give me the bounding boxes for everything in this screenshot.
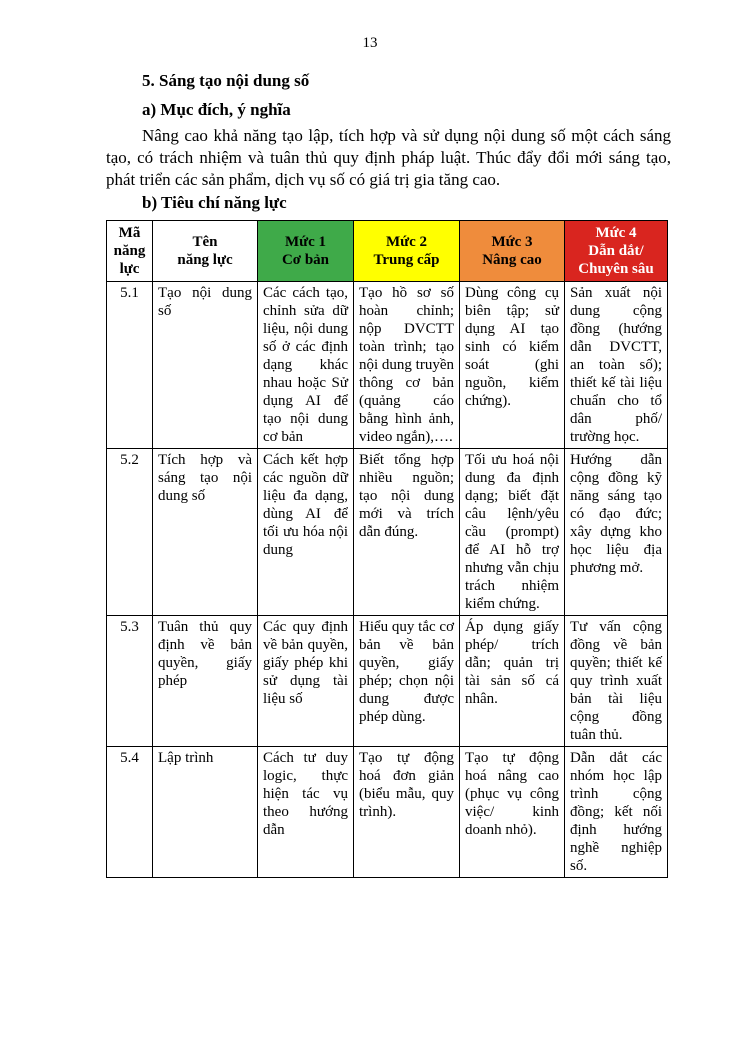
level-4-cell: Hướng dẫn cộng đồng kỹ năng sáng tạo có đạo đức; xây dựng kho học liệu địa phương mở. (565, 449, 668, 616)
header-level-1-line: Mức 1 (284, 234, 327, 250)
purpose-paragraph (106, 125, 671, 191)
header-level-4-line: Mức 4 (595, 225, 637, 241)
level-2-cell: Tạo tự động hoá đơn giản (biểu mẫu, quy trình). (354, 747, 460, 878)
competency-name: Lập trình (153, 747, 258, 878)
table-row (107, 282, 668, 449)
competency-code: 5.3 (107, 616, 153, 747)
header-level-4-line: Dẫn dắt/ (588, 243, 644, 259)
header-level-4 (565, 221, 668, 282)
header-code-line: lực (119, 261, 140, 277)
header-name-line: Tên (192, 234, 218, 250)
level-3-cell: Tối ưu hoá nội dung đa định dạng; biết đặt câu lệnh/yêu cầu (prompt) để AI hỗ trợ nhưng vẫn chịu trách nhiệm kiểm chứng. (460, 449, 565, 616)
header-level-3-line: Mức 3 (491, 234, 533, 250)
section-title: 5. Sáng tạo nội dung số (142, 71, 310, 90)
header-code-line: năng (113, 243, 146, 259)
competency-name: Tuân thủ quy định về bản quyền, giấy phép (153, 616, 258, 747)
competency-code: 5.1 (107, 282, 153, 449)
header-code-line: Mã (118, 225, 141, 241)
table-header-row (107, 221, 668, 282)
competency-code: 5.2 (107, 449, 153, 616)
level-1-cell: Cách kết hợp các nguồn dữ liệu đa dạng, dùng AI để tối ưu hóa nội dung (258, 449, 354, 616)
competency-criteria-table (106, 220, 668, 878)
header-level-1-line: Cơ bản (281, 252, 330, 268)
level-3-cell: Áp dụng giấy phép/ trích dẫn; quản trị tài sản số cá nhân. (460, 616, 565, 747)
level-1-cell: Các cách tạo, chỉnh sửa dữ liệu, nội dung số ở các định dạng khác nhau hoặc Sử dụng AI để tạo nội dung cơ bản (258, 282, 354, 449)
level-3-cell: Tạo tự động hoá nâng cao (phục vụ công việc/ kinh doanh nhỏ). (460, 747, 565, 878)
header-name-line: năng lực (177, 252, 233, 268)
table-row (107, 616, 668, 747)
table-row (107, 449, 668, 616)
competency-name: Tạo nội dung số (153, 282, 258, 449)
level-2-cell: Biết tổng hợp nhiều nguồn; tạo nội dung mới và trích dẫn đúng. (354, 449, 460, 616)
header-level-4-line: Chuyên sâu (578, 261, 654, 277)
level-1-cell: Các quy định về bản quyền, giấy phép khi sử dụng tài liệu số (258, 616, 354, 747)
header-code (107, 221, 153, 282)
level-1-cell: Cách tư duy logic, thực hiện tác vụ theo hướng dẫn (258, 747, 354, 878)
header-level-3 (460, 221, 565, 282)
header-level-2-line: Trung cấp (373, 252, 440, 268)
header-level-3-line: Nâng cao (482, 252, 542, 268)
table-row (107, 747, 668, 878)
competency-code: 5.4 (107, 747, 153, 878)
purpose-text: Nâng cao khả năng tạo lập, tích hợp và sử dụng nội dung số một cách sáng tạo, có trách nhiệm và tuân thủ quy định pháp luật. Thúc đẩy đổi mới sáng tạo, phát triển các sản phẩm, dịch vụ số có giá trị gia tăng cao. (106, 126, 671, 189)
level-4-cell: Sản xuất nội dung cộng đồng (hướng dẫn DVCTT, an toàn số); thiết kế tài liệu chuẩn cho tổ dân phố/ trường học. (565, 282, 668, 449)
purpose-heading: a) Mục đích, ý nghĩa (142, 100, 291, 119)
level-4-cell: Dẫn dắt các nhóm học lập trình cộng đồng; kết nối định hướng nghề nghiệp số. (565, 747, 668, 878)
level-4-cell: Tư vấn cộng đồng về bản quyền; thiết kế quy trình xuất bản tài liệu cộng đồng tuân thủ. (565, 616, 668, 747)
criteria-heading: b) Tiêu chí năng lực (142, 193, 287, 212)
header-name (153, 221, 258, 282)
header-level-2 (354, 221, 460, 282)
header-level-1 (258, 221, 354, 282)
level-2-cell: Hiểu quy tắc cơ bản về bản quyền, giấy phép; chọn nội dung được phép dùng. (354, 616, 460, 747)
competency-name: Tích hợp và sáng tạo nội dung số (153, 449, 258, 616)
level-3-cell: Dùng công cụ biên tập; sử dụng AI tạo sinh có kiểm soát (ghi nguồn, kiểm chứng). (460, 282, 565, 449)
page-number: 13 (362, 35, 378, 51)
header-level-2-line: Mức 2 (385, 234, 428, 250)
level-2-cell: Tạo hồ sơ số hoàn chỉnh; nộp DVCTT toàn trình; tạo nội dung truyền thông cơ bản (quảng cáo bằng hình ảnh, video ngắn),…. (354, 282, 460, 449)
